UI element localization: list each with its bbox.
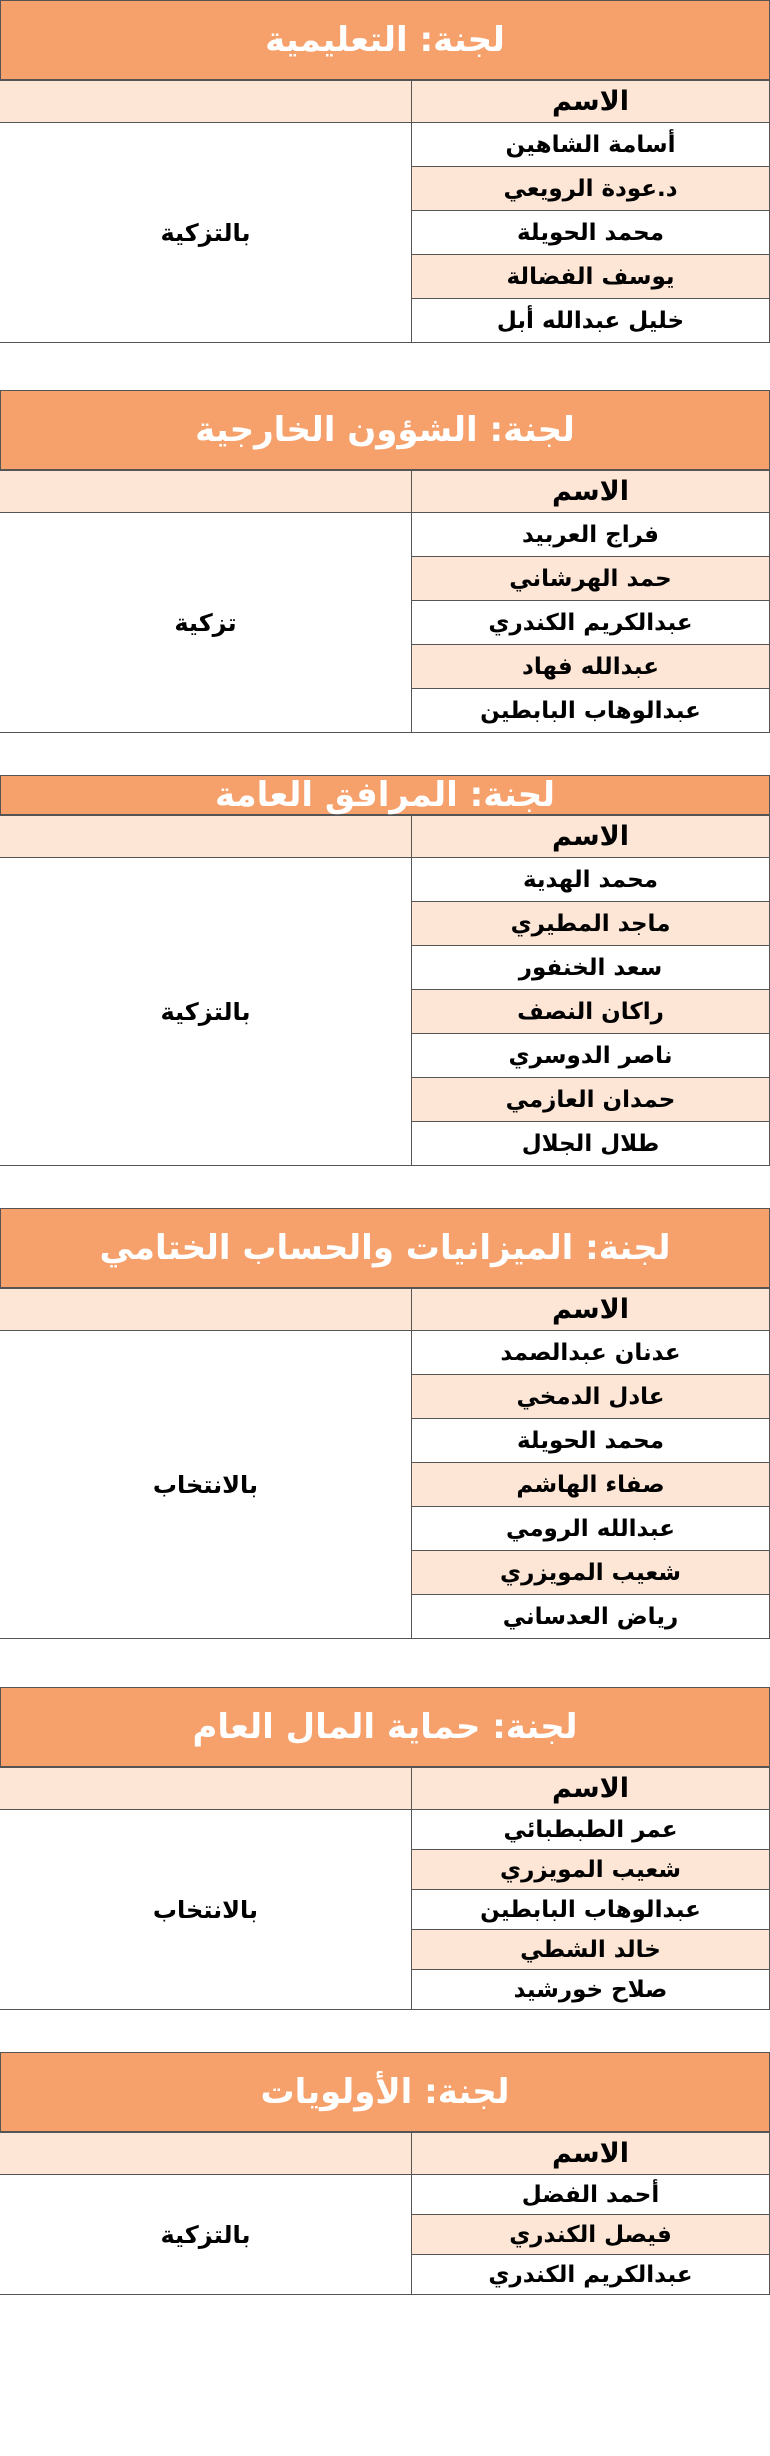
member-name: عمر الطبطبائي [412,1810,770,1850]
name-column-header: الاسم [412,1768,770,1810]
committee-title: لجنة: حماية المال العام [0,1687,770,1767]
committee-title: لجنة: الشؤون الخارجية [0,390,770,470]
committee-table [0,2132,770,2295]
member-name: رياض العدساني [412,1595,770,1639]
member-name: طلال الجلال [412,1122,770,1166]
committee-foreign-affairs [0,390,770,733]
member-name: عادل الدمخي [412,1375,770,1419]
member-name: صلاح خورشيد [412,1970,770,2010]
member-name: شعيب المويزري [412,1551,770,1595]
member-name: ناصر الدوسري [412,1034,770,1078]
member-name: محمد الهدية [412,858,770,902]
member-name: راكان النصف [412,990,770,1034]
member-name: عبدالكريم الكندري [412,601,770,645]
method-column-header [0,471,412,513]
member-name: د.عودة الرويعي [412,167,770,211]
method-column-header [0,81,412,123]
member-name: فراج العربيد [412,513,770,557]
committee-table [0,815,770,1166]
committee-table [0,470,770,733]
committee-title: لجنة: الأولويات [0,2052,770,2132]
member-name: أسامة الشاهين [412,123,770,167]
member-name: صفاء الهاشم [412,1463,770,1507]
name-column-header: الاسم [412,816,770,858]
member-name: حمد الهرشاني [412,557,770,601]
method-column-header [0,1289,412,1331]
member-name: عدنان عبدالصمد [412,1331,770,1375]
committee-table [0,1288,770,1639]
selection-method: بالتزكية [0,2175,412,2295]
member-name: يوسف الفضالة [412,255,770,299]
member-name: أحمد الفضل [412,2175,770,2215]
member-name: فيصل الكندري [412,2215,770,2255]
name-column-header: الاسم [412,81,770,123]
committee-education [0,0,770,343]
method-column-header [0,2133,412,2175]
member-name: عبدالله الرومي [412,1507,770,1551]
member-name: محمد الحويلة [412,1419,770,1463]
selection-method: تزكية [0,513,412,733]
member-name: محمد الحويلة [412,211,770,255]
member-name: خالد الشطي [412,1930,770,1970]
member-name: عبدالوهاب البابطين [412,1890,770,1930]
committee-title: لجنة: المرافق العامة [0,775,770,815]
selection-method: بالانتخاب [0,1331,412,1639]
member-name: ماجد المطيري [412,902,770,946]
method-column-header [0,816,412,858]
member-name: عبدالله فهاد [412,645,770,689]
committee-priorities [0,2052,770,2295]
member-name: خليل عبدالله أبل [412,299,770,343]
member-name: عبدالوهاب البابطين [412,689,770,733]
committee-public-funds [0,1687,770,2010]
member-name: عبدالكريم الكندري [412,2255,770,2295]
committee-title: لجنة: الميزانيات والحساب الختامي [0,1208,770,1288]
member-name: سعد الخنفور [412,946,770,990]
name-column-header: الاسم [412,2133,770,2175]
member-name: حمدان العازمي [412,1078,770,1122]
selection-method: بالانتخاب [0,1810,412,2010]
selection-method: بالتزكية [0,858,412,1166]
committee-public-utilities [0,775,770,1166]
member-name: شعيب المويزري [412,1850,770,1890]
committee-budgets [0,1208,770,1639]
selection-method: بالتزكية [0,123,412,343]
committee-title: لجنة: التعليمية [0,0,770,80]
name-column-header: الاسم [412,471,770,513]
name-column-header: الاسم [412,1289,770,1331]
committee-table [0,80,770,343]
method-column-header [0,1768,412,1810]
committee-table [0,1767,770,2010]
